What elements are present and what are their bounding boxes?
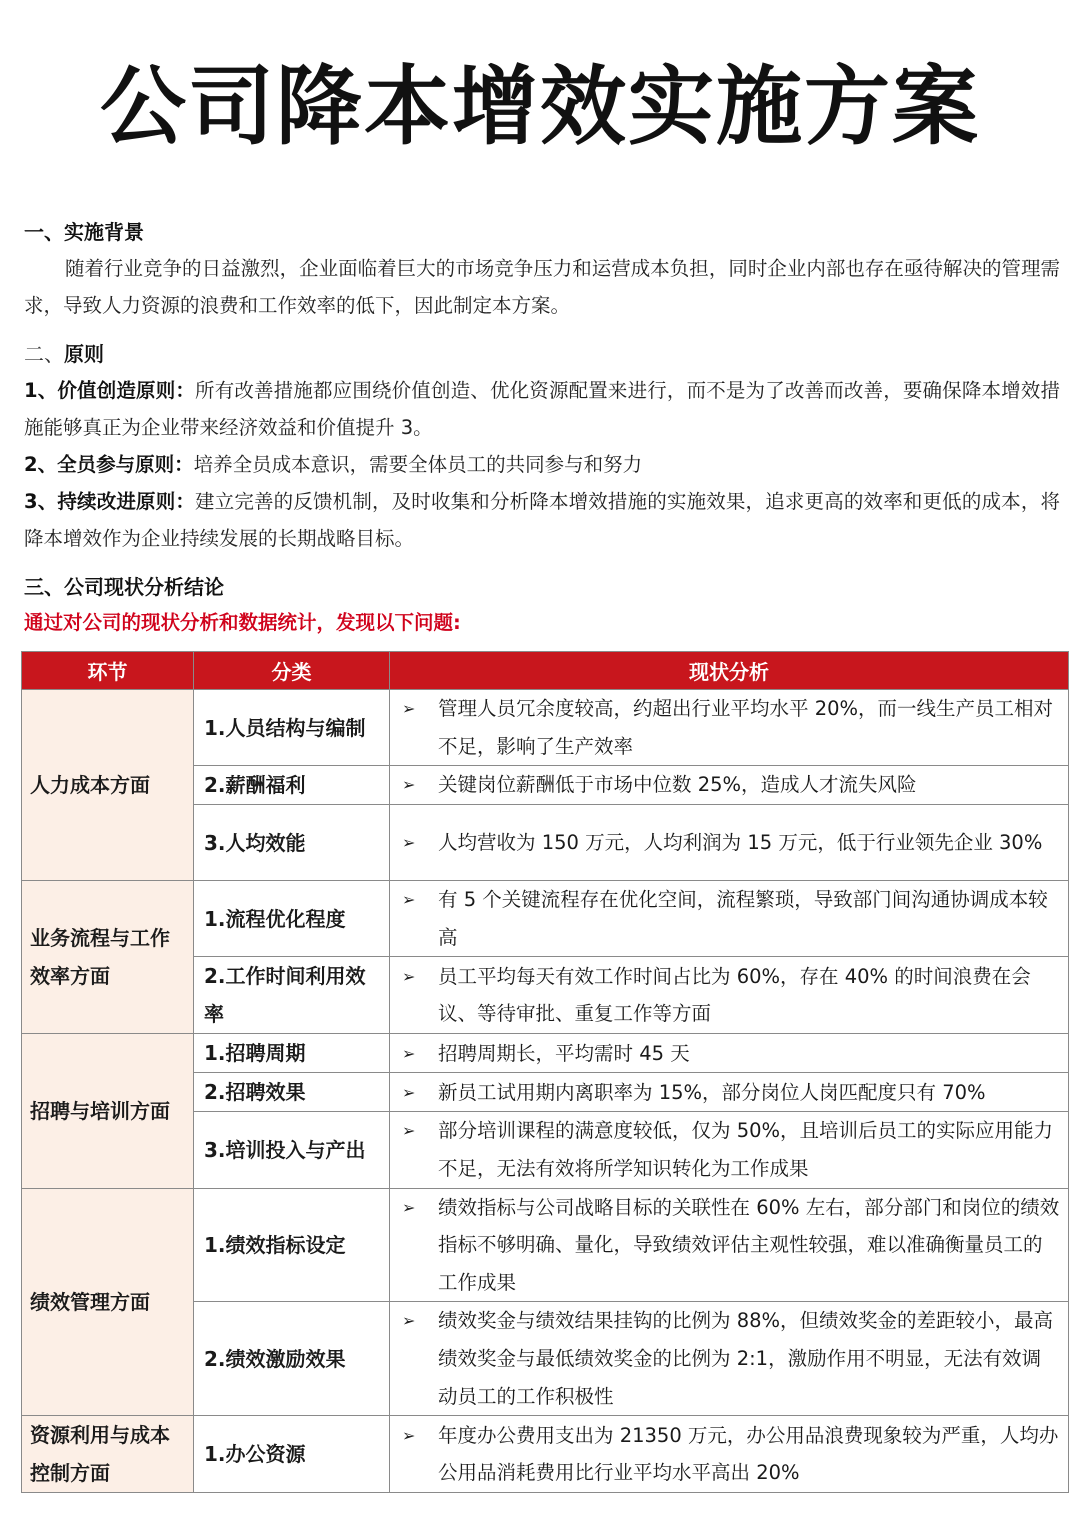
analysis-cell (390, 957, 1069, 1034)
category-cell: 2.招聘效果 (194, 1073, 390, 1112)
analysis-cell (390, 1302, 1069, 1416)
arrow-bullet-icon: ➢ (402, 699, 416, 718)
column-header: 分类 (194, 652, 390, 690)
section-cell: 资源利用与成本控制方面 (22, 1416, 194, 1493)
analysis-bullet (402, 1035, 1060, 1073)
table-row (22, 1188, 1069, 1302)
category-cell: 3.培训投入与产出 (194, 1112, 390, 1188)
analysis-bullet (402, 1417, 1060, 1492)
analysis-cell (390, 1112, 1069, 1188)
principle-item (24, 446, 1060, 483)
principle-text: 建立完善的反馈机制，及时收集和分析降本增效措施的实施效果，追求更高的效率和更低的成本，将降本增效作为企业持续发展的长期战略目标。 (24, 490, 1060, 550)
analysis-intro: 通过对公司的现状分析和数据统计，发现以下问题: (24, 611, 461, 634)
section-cell: 业务流程与工作效率方面 (22, 881, 194, 1034)
analysis-bullet (402, 824, 1060, 862)
analysis-cell (390, 766, 1069, 805)
analysis-table (21, 651, 1069, 1493)
arrow-bullet-icon: ➢ (402, 1311, 416, 1331)
analysis-bullet (402, 881, 1060, 956)
category-cell: 1.招聘周期 (194, 1034, 390, 1073)
principle-text: 培养全员成本意识，需要全体员工的共同参与和努力 (193, 453, 643, 476)
arrow-bullet-icon: ➢ (402, 1425, 416, 1445)
section-heading-principles (24, 336, 1060, 372)
arrow-bullet-icon: ➢ (402, 1197, 416, 1217)
arrow-bullet-icon: ➢ (402, 1121, 416, 1141)
analysis-text: 部分培训课程的满意度较低，仅为 50%，且培训后员工的实际应用能力不足，无法有效将所学知识转化为工作成果 (438, 1119, 1054, 1180)
table-row (22, 881, 1069, 957)
category-cell: 2.薪酬福利 (194, 766, 390, 805)
analysis-text: 人均营收为 150 万元，人均利润为 15 万元，低于行业领先企业 30% (438, 830, 1043, 854)
analysis-text: 有 5 个关键流程存在优化空间，流程繁琐，导致部门间沟通协调成本较高 (438, 888, 1048, 949)
analysis-text: 年度办公费用支出为 21350 万元，办公用品浪费现象较为严重，人均办公用品消耗费用比行业平均水平高出 20% (438, 1423, 1059, 1485)
analysis-cell (390, 1416, 1069, 1493)
table-row (22, 1034, 1069, 1073)
analysis-bullet (402, 1189, 1060, 1302)
category-cell: 2.绩效激励效果 (194, 1302, 390, 1416)
analysis-cell (390, 1188, 1069, 1302)
category-cell: 2.工作时间利用效率 (194, 957, 390, 1034)
table-header-row (22, 652, 1069, 690)
page-title: 公司降本增效实施方案 (100, 57, 980, 157)
arrow-bullet-icon: ➢ (402, 775, 416, 795)
analysis-bullet (402, 690, 1060, 765)
section-cell: 招聘与培训方面 (22, 1034, 194, 1188)
analysis-text: 绩效奖金与绩效结果挂钩的比例为 88%，但绩效奖金的差距较小，最高绩效奖金与最低绩效奖金的比例为 2:1，激励作用不明显，无法有效调动员工的工作积极性 (438, 1309, 1054, 1408)
analysis-bullet (402, 1074, 1060, 1112)
analysis-text: 关键岗位薪酬低于市场中位数 25%，造成人才流失风险 (438, 773, 917, 797)
analysis-cell (390, 1073, 1069, 1112)
analysis-text: 管理人员冗余度较高，约超出行业平均水平 20%，而一线生产员工相对不足，影响了生产效率 (438, 697, 1054, 758)
arrow-bullet-icon: ➢ (402, 966, 416, 986)
category-cell: 1.绩效指标设定 (194, 1188, 390, 1302)
category-cell: 1.流程优化程度 (194, 881, 390, 957)
background-paragraph: 随着行业竞争的日益激烈，企业面临着巨大的市场竞争压力和运营成本负担，同时企业内部也存在亟待解决的管理需求，导致人力资源的浪费和工作效率的低下，因此制定本方案。 (24, 257, 1060, 317)
analysis-bullet (402, 958, 1060, 1033)
table-row (22, 1416, 1069, 1493)
category-cell: 1.人员结构与编制 (194, 690, 390, 766)
principle-text: 所有改善措施都应围绕价值创造、优化资源配置来进行，而不是为了改善而改善，要确保降本增效措施能够真正为企业带来经济效益和价值提升 3。 (24, 379, 1060, 439)
principle-item (24, 483, 1060, 557)
analysis-cell (390, 690, 1069, 766)
principle-label: 2、全员参与原则： (24, 453, 194, 476)
section-cell: 绩效管理方面 (22, 1188, 194, 1416)
category-cell: 1.办公资源 (194, 1416, 390, 1493)
arrow-bullet-icon: ➢ (402, 832, 416, 852)
analysis-cell (390, 1034, 1069, 1073)
principle-item (24, 372, 1060, 446)
category-cell: 3.人均效能 (194, 805, 390, 881)
heading-text: 原则 (64, 342, 104, 366)
arrow-bullet-icon: ➢ (402, 1082, 416, 1102)
analysis-cell (390, 805, 1069, 881)
section-heading-analysis: 三、公司现状分析结论 (24, 575, 224, 599)
column-header: 现状分析 (390, 652, 1069, 690)
section-cell: 人力成本方面 (22, 690, 194, 881)
section-heading-background: 一、实施背景 (24, 220, 144, 244)
analysis-bullet (402, 1302, 1060, 1415)
analysis-cell (390, 881, 1069, 957)
principle-label: 3、持续改进原则： (24, 490, 196, 513)
analysis-bullet (402, 766, 1060, 804)
heading-prefix: 二、 (24, 342, 64, 366)
analysis-text: 员工平均每天有效工作时间占比为 60%，存在 40% 的时间浪费在会议、等待审批、重复工作等方面 (438, 964, 1031, 1026)
document-body (24, 214, 1060, 641)
arrow-bullet-icon: ➢ (402, 1043, 416, 1063)
column-header: 环节 (22, 652, 194, 690)
analysis-text: 绩效指标与公司战略目标的关联性在 60% 左右，部分部门和岗位的绩效指标不够明确、量化，导致绩效评估主观性较强，难以准确衡量员工的工作成果 (438, 1195, 1060, 1294)
analysis-bullet (402, 1112, 1060, 1187)
principle-label: 1、价值创造原则： (24, 379, 196, 402)
analysis-text: 招聘周期长，平均需时 45 天 (438, 1041, 690, 1065)
table-row (22, 690, 1069, 766)
analysis-text: 新员工试用期内离职率为 15%，部分岗位人岗匹配度只有 70% (438, 1080, 986, 1104)
arrow-bullet-icon: ➢ (402, 890, 416, 910)
